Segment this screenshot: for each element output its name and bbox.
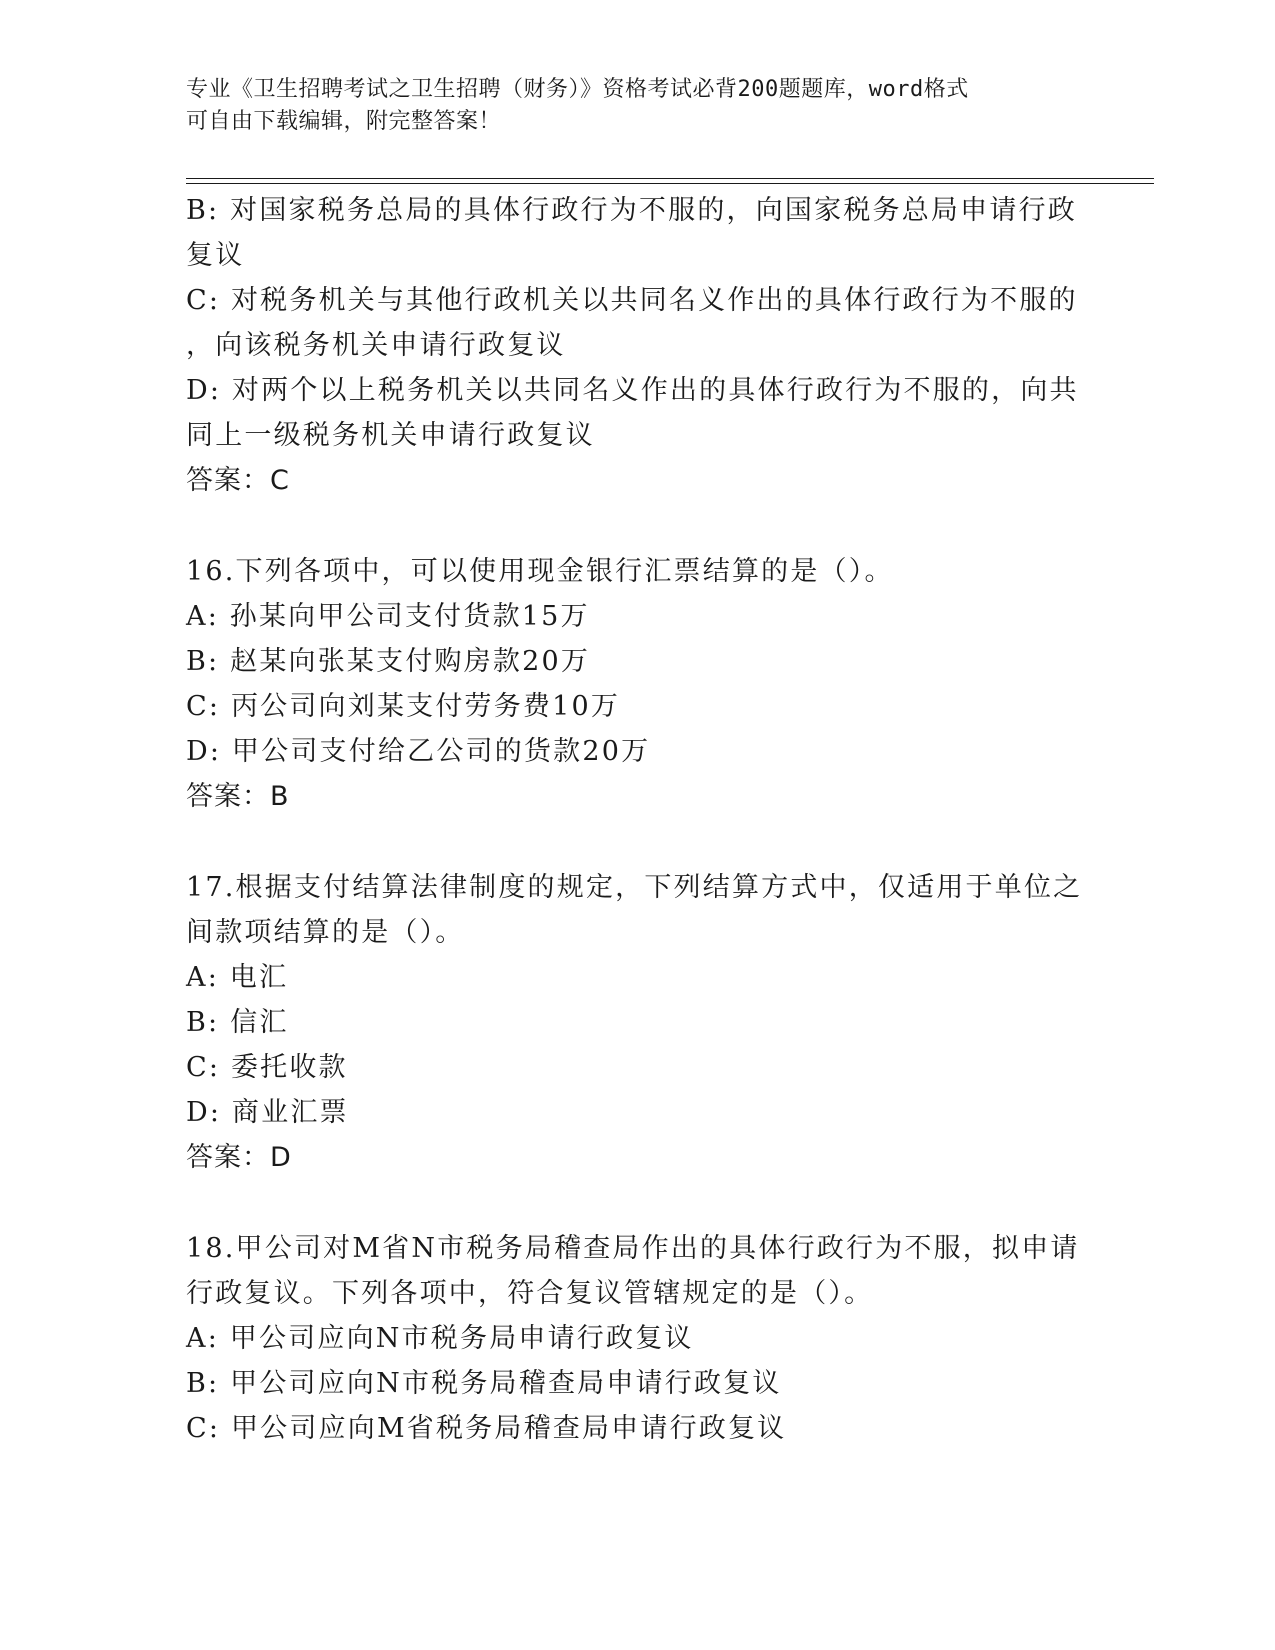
document-header [186, 74, 1086, 138]
question-16 [186, 549, 1086, 819]
question-stem-line-2: 行政复议。下列各项中，符合复议管辖规定的是（）。 [186, 1278, 874, 1309]
option-b-line-2: 复议 [186, 240, 245, 271]
option-a: A: 甲公司应向N市税务局申请行政复议 [186, 1323, 694, 1354]
option-c: C: 甲公司应向M省税务局稽查局申请行政复议 [186, 1413, 787, 1444]
option-a: A: 孙某向甲公司支付货款15万 [186, 601, 590, 632]
question-17 [186, 865, 1086, 1180]
header-divider-bottom [186, 183, 1154, 184]
option-c: C: 委托收款 [186, 1052, 348, 1083]
question-stem-line-1: 18.甲公司对M省N市税务局稽查局作出的具体行政行为不服，拟申请 [186, 1233, 1080, 1264]
option-c-line-2: ，向该税务机关申请行政复议 [186, 330, 566, 361]
option-b-line-1: B: 对国家税务总局的具体行政行为不服的，向国家税务总局申请行政 [186, 195, 1077, 226]
answer-16: 答案：B [186, 781, 290, 812]
question-stem-line-2: 间款项结算的是（）。 [186, 917, 465, 948]
option-d-line-2: 同上一级税务机关申请行政复议 [186, 420, 595, 451]
answer-17: 答案：D [186, 1142, 292, 1173]
spacer [186, 503, 1086, 549]
question-stem-line-1: 17.根据支付结算法律制度的规定，下列结算方式中，仅适用于单位之 [186, 872, 1083, 903]
option-b: B: 赵某向张某支付购房款20万 [186, 646, 591, 677]
header-line-1: 专业《卫生招聘考试之卫生招聘（财务）》资格考试必背200题题库，word格式 [186, 77, 969, 102]
spacer [186, 819, 1086, 865]
header-divider-top [186, 178, 1154, 179]
option-d-line-1: D: 对两个以上税务机关以共同名义作出的具体行政行为不服的，向共 [186, 375, 1079, 406]
question-list [186, 188, 1086, 1451]
question-stem: 16.下列各项中，可以使用现金银行汇票结算的是（）。 [186, 556, 894, 587]
option-b: B: 甲公司应向N市税务局稽查局申请行政复议 [186, 1368, 782, 1399]
option-b: B: 信汇 [186, 1007, 289, 1038]
option-c-line-1: C: 对税务机关与其他行政机关以共同名义作出的具体行政行为不服的 [186, 285, 1078, 316]
option-d: D: 商业汇票 [186, 1097, 349, 1128]
spacer [186, 1180, 1086, 1226]
question-15-continued [186, 188, 1086, 503]
answer-15: 答案：C [186, 465, 290, 496]
option-d: D: 甲公司支付给乙公司的货款20万 [186, 736, 651, 767]
option-a: A: 电汇 [186, 962, 289, 993]
option-c: C: 丙公司向刘某支付劳务费10万 [186, 691, 621, 722]
header-line-2: 可自由下载编辑，附完整答案！ [186, 109, 502, 134]
question-18 [186, 1226, 1086, 1451]
